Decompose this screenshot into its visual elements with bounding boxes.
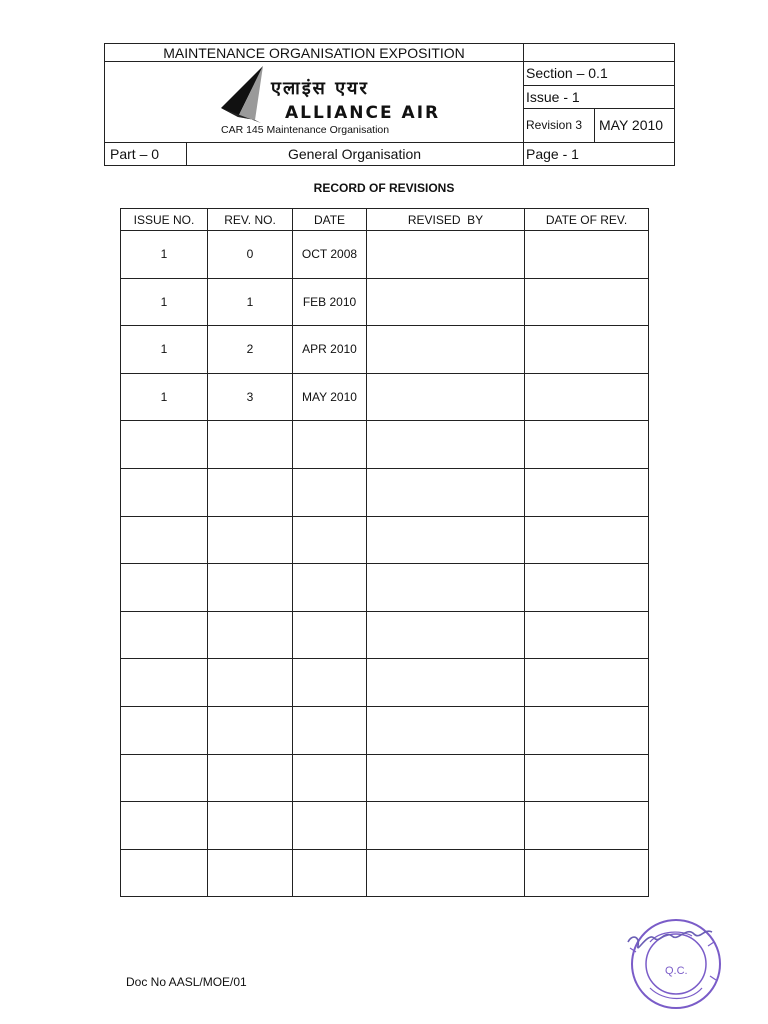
issue-no-cell — [121, 468, 208, 516]
table-row — [121, 468, 649, 516]
date-of-rev-cell — [525, 231, 649, 279]
logo-english-text: ALLIANCE AIR — [285, 103, 441, 123]
table-row — [121, 564, 649, 612]
header-divider — [523, 85, 674, 86]
date-of-rev-cell — [525, 421, 649, 469]
part-label: Part – 0 — [110, 146, 160, 162]
revised-by-cell — [367, 468, 525, 516]
date-cell — [293, 516, 367, 564]
date-of-rev-cell — [525, 706, 649, 754]
issue-no-cell: 1 — [121, 231, 208, 279]
date-of-rev-cell — [525, 564, 649, 612]
rev-no-cell: 2 — [208, 326, 293, 374]
revision-label: Revision 3 — [526, 118, 583, 132]
issue-no-cell — [121, 754, 208, 802]
date-cell: OCT 2008 — [293, 231, 367, 279]
revised-by-cell — [367, 231, 525, 279]
issue-no-cell — [121, 516, 208, 564]
revised-by-cell — [367, 754, 525, 802]
document-number: Doc No AASL/MOE/01 — [126, 975, 247, 989]
revision-date: MAY 2010 — [599, 117, 664, 133]
issue-label: Issue - 1 — [526, 89, 580, 105]
part-title: General Organisation — [287, 146, 422, 162]
rev-no-cell: 3 — [208, 373, 293, 421]
revised-by-cell — [367, 326, 525, 374]
revised-by-cell — [367, 611, 525, 659]
revised-by-cell — [367, 802, 525, 850]
table-row — [121, 373, 649, 421]
issue-no-cell — [121, 564, 208, 612]
column-header-revised-by: REVISED BY — [367, 209, 525, 231]
date-cell — [293, 659, 367, 707]
rev-no-cell — [208, 516, 293, 564]
table-row — [121, 421, 649, 469]
date-cell — [293, 564, 367, 612]
table-header-row — [121, 209, 649, 231]
date-cell — [293, 802, 367, 850]
date-of-rev-cell — [525, 326, 649, 374]
date-of-rev-cell — [525, 659, 649, 707]
issue-no-cell — [121, 421, 208, 469]
column-header-issue-no: ISSUE NO. — [121, 209, 208, 231]
table-row — [121, 611, 649, 659]
issue-no-cell — [121, 802, 208, 850]
date-of-rev-cell — [525, 278, 649, 326]
date-cell — [293, 706, 367, 754]
date-of-rev-cell — [525, 373, 649, 421]
date-cell — [293, 611, 367, 659]
rev-no-cell — [208, 611, 293, 659]
rev-no-cell — [208, 421, 293, 469]
date-of-rev-cell — [525, 468, 649, 516]
date-cell — [293, 754, 367, 802]
stamp-text: Q.C. — [665, 965, 688, 977]
revised-by-cell — [367, 706, 525, 754]
revised-by-cell — [367, 373, 525, 421]
date-cell — [293, 849, 367, 897]
table-row — [121, 802, 649, 850]
date-cell — [293, 421, 367, 469]
revision-table — [120, 208, 649, 897]
logo-subtitle: CAR 145 Maintenance Organisation — [221, 124, 390, 136]
logo-hindi-text: एलाइंस एयर — [271, 78, 369, 99]
rev-no-cell: 1 — [208, 278, 293, 326]
revised-by-cell — [367, 421, 525, 469]
issue-no-cell — [121, 849, 208, 897]
table-row — [121, 326, 649, 374]
date-cell: FEB 2010 — [293, 278, 367, 326]
issue-no-cell: 1 — [121, 373, 208, 421]
column-header-date: DATE — [293, 209, 367, 231]
page-label: Page - 1 — [526, 146, 579, 162]
revised-by-cell — [367, 278, 525, 326]
table-row — [121, 754, 649, 802]
header-divider — [594, 108, 595, 142]
revised-by-cell — [367, 849, 525, 897]
table-row — [121, 849, 649, 897]
rev-no-cell — [208, 659, 293, 707]
revised-by-cell — [367, 516, 525, 564]
revised-by-cell — [367, 659, 525, 707]
table-row — [121, 516, 649, 564]
qc-stamp-icon — [620, 912, 728, 1016]
header-divider — [105, 142, 674, 143]
date-of-rev-cell — [525, 802, 649, 850]
date-cell — [293, 468, 367, 516]
rev-no-cell — [208, 849, 293, 897]
section-label: Section – 0.1 — [526, 65, 608, 81]
date-cell: APR 2010 — [293, 326, 367, 374]
issue-no-cell — [121, 659, 208, 707]
rev-no-cell — [208, 754, 293, 802]
header-divider — [523, 44, 524, 166]
issue-no-cell: 1 — [121, 326, 208, 374]
issue-no-cell: 1 — [121, 278, 208, 326]
rev-no-cell: 0 — [208, 231, 293, 279]
column-header-rev-no: REV. NO. — [208, 209, 293, 231]
issue-no-cell — [121, 706, 208, 754]
header-title: MAINTENANCE ORGANISATION EXPOSITION — [163, 45, 465, 61]
rev-no-cell — [208, 564, 293, 612]
record-of-revisions-title: RECORD OF REVISIONS — [313, 181, 455, 195]
header-divider — [523, 108, 674, 109]
date-of-rev-cell — [525, 754, 649, 802]
date-of-rev-cell — [525, 849, 649, 897]
rev-no-cell — [208, 468, 293, 516]
date-of-rev-cell — [525, 516, 649, 564]
date-cell: MAY 2010 — [293, 373, 367, 421]
date-of-rev-cell — [525, 611, 649, 659]
revised-by-cell — [367, 564, 525, 612]
table-row — [121, 659, 649, 707]
table-row — [121, 706, 649, 754]
table-row — [121, 231, 649, 279]
table-row — [121, 278, 649, 326]
column-header-date-of-rev: DATE OF REV. — [525, 209, 649, 231]
document-header — [104, 43, 675, 166]
rev-no-cell — [208, 706, 293, 754]
rev-no-cell — [208, 802, 293, 850]
issue-no-cell — [121, 611, 208, 659]
